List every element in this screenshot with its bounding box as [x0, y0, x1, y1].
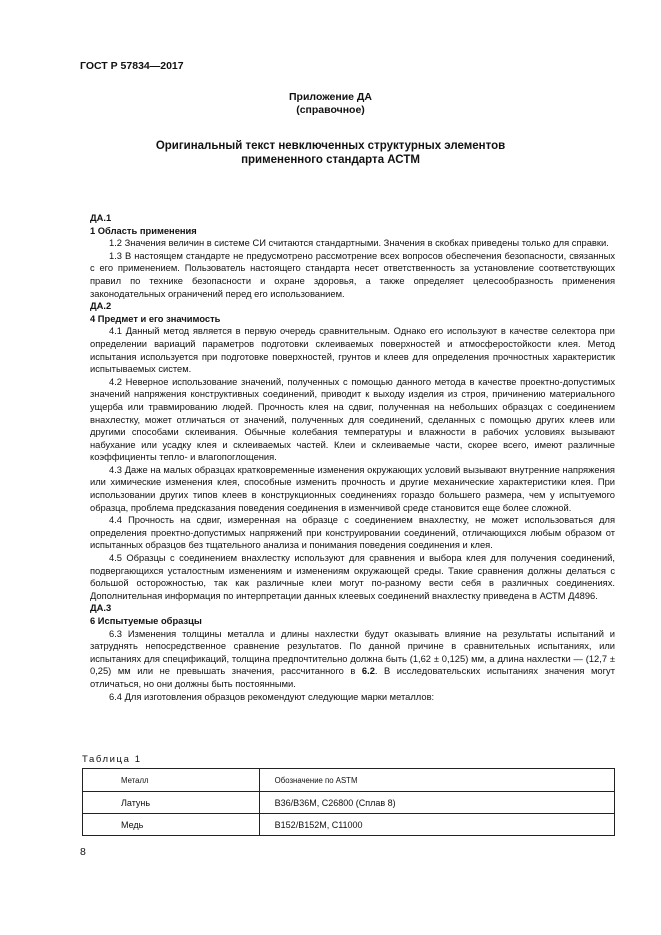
paragraph-1-2: 1.2 Значения величин в системе СИ считаются стандартными. Значения в скобках приведены только для справки.	[109, 238, 609, 249]
table-caption: Таблица 1	[82, 754, 142, 765]
section-label-da1: ДА.1	[90, 213, 112, 223]
paragraph-6-4: 6.4 Для изготовления образцов рекомендуют следующие марки металлов:	[109, 691, 435, 702]
table-header-astm: Обозначение по ASTM	[259, 769, 614, 792]
paragraph-4-2: 4.2 Неверное использование значений, полученных с помощью данного метода в качестве проектно-допустимых значений напряжения конструктивных соединений, приводит к выходу изделия из строя, причинению материального ущерба или травмированию людей. Прочность клея на сдвиг, полученная на небольших образцах с соединением внахлестку, может отличаться от значений, полученных для соединений, сделанных с помощью других клеев или другими способами склеивания. Обычные колебания температуры и влажности в рабочих условиях вызывают набухание или усадку клея и склеиваемых частей. Клеи и склеиваемые части, скорее всего, имеют различные коэффициенты тепло- и влагопоглощения.	[90, 376, 615, 463]
table-cell-astm: B36/B36M, C26800 (Сплав 8)	[259, 792, 614, 814]
page-number: 8	[80, 846, 86, 858]
appendix-subtitle: (справочное)	[296, 104, 365, 116]
document-header: ГОСТ Р 57834—2017	[80, 60, 184, 72]
main-content	[90, 212, 615, 703]
table-row	[83, 814, 615, 836]
section-heading-significance: 4 Предмет и его значимость	[90, 313, 221, 324]
paragraph-6-3-text-a: 6.3 Изменения толщины металла и длины нахлестки будут оказывать влияние на результаты испытаний и затруднять непосредственное сравнение результатов. По данной причине в сравнительных испытаниях, или испытаниях для спецификаций, толщина предпочтительно должна быть (1,62 ± 0,125) мм, а длина нахлестки — (12,7 ± 0,25) мм или не превышать значения, рассчитанного в	[90, 628, 615, 677]
paragraph-1-3: 1.3 В настоящем стандарте не предусмотрено рассмотрение всех вопросов обеспечения безопасности, связанных с его применением. Пользователь настоящего стандарта несет ответственность за установление соответствующих правил по технике безопасности и охране здоровья, а также определяет целесообразность применения законодательных ограничений перед его использованием.	[90, 250, 615, 299]
paragraph-4-1: 4.1 Данный метод является в первую очередь сравнительным. Однако его используют в качестве селектора при определении вариаций параметров подготовки склеиваемых поверхностей и атмосферостойкости клея. Метод испытания используется при подготовке поверхностей, грунтов и клеев для определения прочностных характеристик испытываемых систем.	[90, 326, 615, 375]
paragraph-6-3	[90, 628, 615, 691]
section-heading-scope: 1 Область применения	[90, 225, 197, 236]
document-title-line2: примененного стандарта АСТМ	[241, 154, 420, 166]
paragraph-6-3-text-b: . В исследовательских испытаниях значения могут отличаться, но они должны быть постоянными.	[90, 666, 615, 689]
document-title-line1: Оригинальный текст невключенных структурных элементов	[155, 140, 506, 152]
table-cell-astm: B152/B152M, C11000	[259, 814, 614, 836]
section-label-da3: ДА.3	[90, 603, 112, 614]
section-heading-specimens: 6 Испытуемые образцы	[90, 616, 202, 626]
paragraph-4-5: 4.5 Образцы с соединением внахлестку используют для сравнения и выбора клея для получения соединений, подвергающихся усталостным изменениям и изменениям окружающей среды. Такие сравнения должны делаться с большой осторожностью, так как различные клеи могут по-разному вести себя в различных соединениях. Дополнительная информация по интерпретации данных клеевых соединений внахлестку приведена в АСТМ Д4896.	[90, 553, 615, 601]
metals-table	[82, 768, 615, 836]
table-cell-metal: Медь	[83, 814, 260, 836]
paragraph-4-4: 4.4 Прочность на сдвиг, измеренная на образце с соединением внахлестку, не может использоваться для определения проектно-допустимых напряжений при конструировании соединений, отличающихся любым образом от испытанных образцов без тщательного анализа и понимания поведения соединения и клея.	[90, 515, 615, 551]
section-label-da2: ДА.2	[90, 301, 112, 312]
table-row	[83, 792, 615, 814]
paragraph-4-3: 4.3 Даже на малых образцах кратковременные изменения окружающих условий вызывают внутренние напряжения или химические изменения клея, способные изменить прочность и другие механические характеристики клея. При использовании других типов клеев в конструкционных соединениях гораздо большего размера, чем у испытуемого образца, проблема предсказания поведения соединения в изменчивой среде становится еще более сложной.	[90, 464, 615, 513]
table-header-metal: Металл	[83, 769, 260, 792]
paragraph-6-3-ref: 6.2	[361, 666, 375, 677]
table-header-row	[83, 769, 615, 792]
appendix-title: Приложение ДА	[289, 91, 372, 103]
table-cell-metal: Латунь	[83, 792, 260, 814]
